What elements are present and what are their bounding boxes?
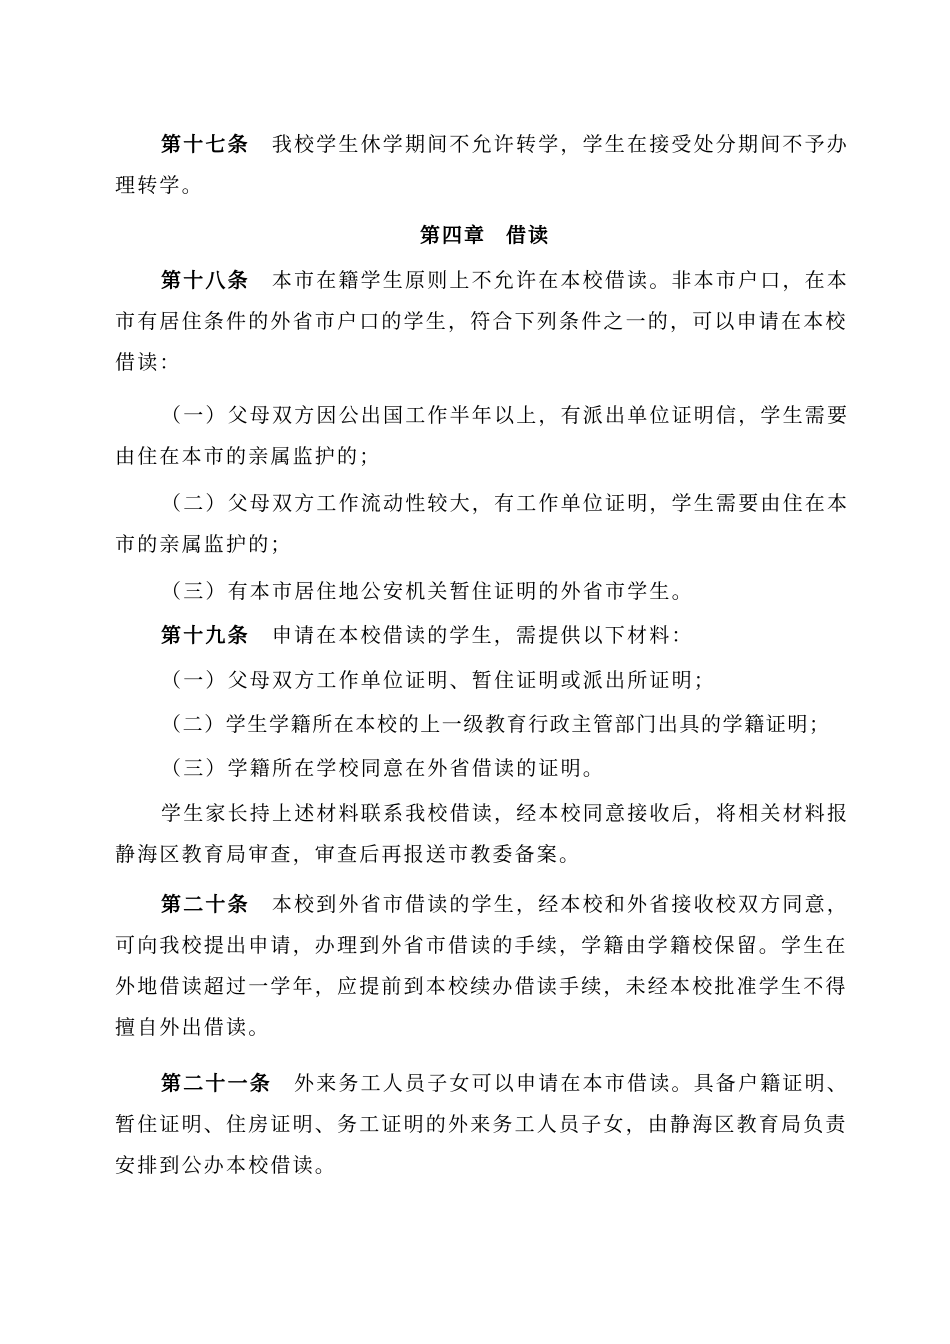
- chapter-heading: [115, 215, 855, 256]
- article-18-text: 本市在籍学生原则上不允许在本校借读。非本市户口，在本市有居住条件的外省市户口的学生，符合下列条件之一的，可以申请在本校借读：: [115, 268, 850, 374]
- article-18-item-3: （三）有本市居住地公安机关暂住证明的外省市学生。: [161, 579, 694, 603]
- article-20-label: 第二十条: [161, 892, 250, 916]
- article-19-note: 学生家长持上述材料联系我校借读，经本校同意接收后，将相关材料报静海区教育局审查，审查后再报送市教委备案。: [115, 801, 850, 866]
- article-20-text: 本校到外省市借读的学生，经本校和外省接收校双方同意，可向我校提出申请，办理到外省市借读的手续，学籍由学籍校保留。学生在外地借读超过一学年，应提前到本校续办借读手续，未经本校批准学生不得擅自外出借读。: [115, 892, 850, 1039]
- article-20: [115, 884, 855, 1048]
- article-19-item-2: （二）学生学籍所在本校的上一级教育行政主管部门出具的学籍证明；: [161, 712, 831, 736]
- article-21-label: 第二十一条: [161, 1071, 272, 1095]
- article-19-item-1: （一）父母双方工作单位证明、暂住证明或派出所证明；: [161, 668, 716, 692]
- article-17-label: 第十七条: [161, 132, 250, 156]
- article-19-item-3: （三）学籍所在学校同意在外省借读的证明。: [161, 756, 605, 780]
- article-18-label: 第十八条: [161, 268, 250, 292]
- chapter-title: 借读: [506, 223, 550, 247]
- article-18: [115, 260, 855, 383]
- article-21-text: 外来务工人员子女可以申请在本市借读。具备户籍证明、暂住证明、住房证明、务工证明的外来务工人员子女，由静海区教育局负责安排到公办本校借读。: [115, 1071, 849, 1177]
- article-19-text: 申请在本校借读的学生，需提供以下材料：: [271, 623, 694, 647]
- article-19-label: 第十九条: [161, 623, 250, 647]
- article-19: [115, 615, 855, 656]
- article-17: [115, 124, 855, 206]
- article-18-item-2: （二）父母双方工作流动性较大，有工作单位证明，学生需要由住在本市的亲属监护的；: [115, 491, 850, 556]
- article-18-item-1: （一）父母双方因公出国工作半年以上，有派出单位证明信，学生需要由住在本市的亲属监护的；: [115, 403, 850, 468]
- article-17-text: 我校学生休学期间不允许转学，学生在接受处分期间不予办理转学。: [115, 132, 850, 197]
- article-21: [115, 1063, 855, 1186]
- chapter-number: 第四章: [420, 223, 486, 247]
